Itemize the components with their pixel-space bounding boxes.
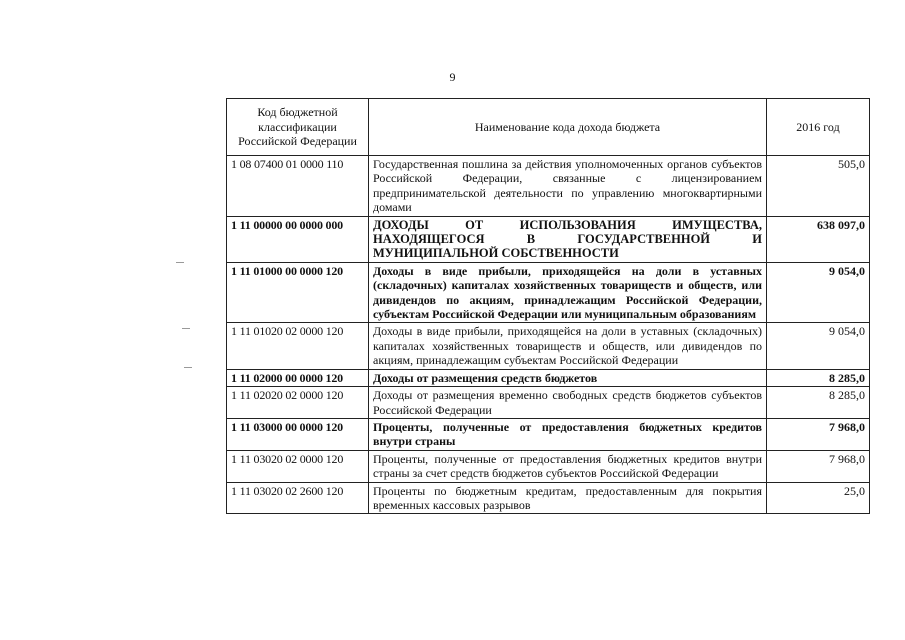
table-row [227,387,870,419]
header-name: Наименование кода дохода бюджета [369,99,767,156]
margin-mark [176,262,184,263]
table-row [227,369,870,386]
row-name: Проценты по бюджетным кредитам, предоставленным для покрытия временных кассовых разрывов [369,482,767,514]
row-amount: 25,0 [767,482,870,514]
row-amount: 8 285,0 [767,369,870,386]
table-row [227,216,870,262]
row-amount: 9 054,0 [767,323,870,369]
row-code: 1 11 03020 02 0000 120 [227,450,369,482]
row-code: 1 08 07400 01 0000 110 [227,156,369,217]
row-amount: 7 968,0 [767,418,870,450]
margin-mark [184,367,192,368]
row-code: 1 11 03020 02 2600 120 [227,482,369,514]
table-row [227,156,870,217]
row-amount: 9 054,0 [767,262,870,323]
row-name: Проценты, полученные от предоставления бюджетных кредитов внутри страны [369,418,767,450]
header-year: 2016 год [767,99,870,156]
table-row [227,323,870,369]
row-name: Доходы в виде прибыли, приходящейся на доли в уставных (складочных) капиталах хозяйственных товариществ и обществ, или дивидендов по акциям, принадлежащим Российской Федерации, субъектам Российской Федерации или муниципальным образованиям [369,262,767,323]
table-row [227,450,870,482]
row-code: 1 11 01020 02 0000 120 [227,323,369,369]
row-name: Доходы от размещения средств бюджетов [369,369,767,386]
margin-mark [182,328,190,329]
row-amount: 638 097,0 [767,216,870,262]
row-name: Государственная пошлина за действия уполномоченных органов субъектов Российской Федерации, связанные с лицензированием предпринимательской деятельности по управлению многоквартирными домами [369,156,767,217]
table-row [227,262,870,323]
header-code: Код бюджетной классификации Российской Федерации [227,99,369,156]
row-name: Доходы в виде прибыли, приходящейся на доли в уставных (складочных) капиталах хозяйственных товариществ и обществ, или дивидендов по акциям, принадлежащим субъектам Российской Федерации [369,323,767,369]
row-code: 1 11 00000 00 0000 000 [227,216,369,262]
table-row [227,482,870,514]
row-amount: 8 285,0 [767,387,870,419]
row-amount: 505,0 [767,156,870,217]
table-row [227,418,870,450]
row-name: ДОХОДЫ ОТ ИСПОЛЬЗОВАНИЯ ИМУЩЕСТВА, НАХОДЯЩЕГОСЯ В ГОСУДАРСТВЕННОЙ И МУНИЦИПАЛЬНОЙ СОБСТВЕННОСТИ [369,216,767,262]
row-name: Доходы от размещения временно свободных средств бюджетов субъектов Российской Федерации [369,387,767,419]
table-header-row [227,99,870,156]
page-number: 9 [449,70,456,84]
row-code: 1 11 01000 00 0000 120 [227,262,369,323]
row-name: Проценты, полученные от предоставления бюджетных кредитов внутри страны за счет средств бюджетов субъектов Российской Федерации [369,450,767,482]
row-code: 1 11 03000 00 0000 120 [227,418,369,450]
row-amount: 7 968,0 [767,450,870,482]
row-code: 1 11 02000 00 0000 120 [227,369,369,386]
budget-table [226,98,870,514]
row-code: 1 11 02020 02 0000 120 [227,387,369,419]
